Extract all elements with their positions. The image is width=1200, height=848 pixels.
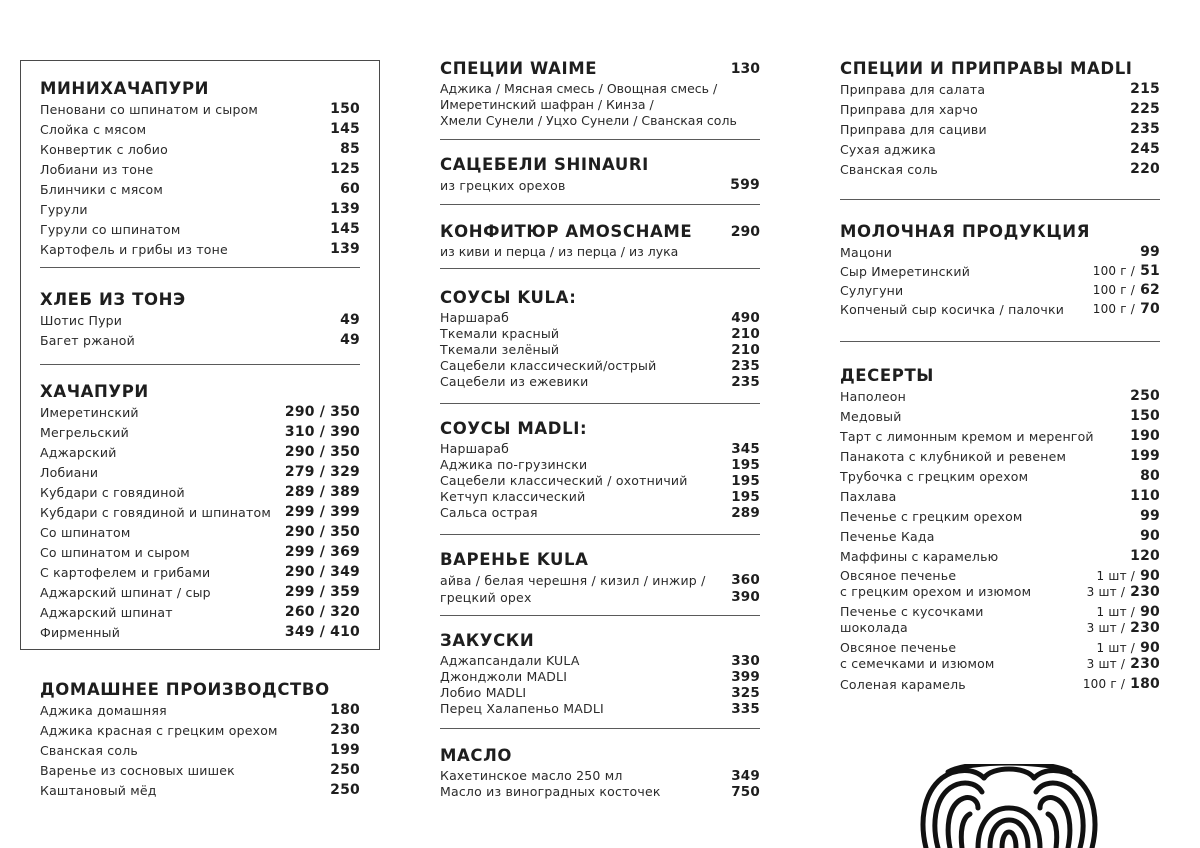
section-desserts (840, 365, 1160, 693)
divider (40, 267, 360, 268)
menu-item: Шотис Пури 49 (40, 312, 360, 328)
spiral-logo-icon (918, 764, 1100, 848)
menu-item: Кетчуп классический 195 (440, 489, 760, 505)
menu-item: Сванская соль 199 (40, 742, 360, 758)
menu-item: Варенье из сосновых шишек 250 (40, 762, 360, 778)
menu-item: Сыр Имеретинский 100 г / 51 (840, 263, 1160, 279)
menu-item: Сацебели классический / охотничий 195 (440, 473, 760, 489)
menu-item: Приправа для сациви 235 (840, 121, 1160, 137)
section-madli-sauces (440, 418, 760, 521)
section-title: СПЕЦИИ И ПРИПРАВЫ MADLI (840, 59, 1133, 78)
menu-item: Аджика по-грузински 195 (440, 457, 760, 473)
section-oil (440, 745, 760, 800)
divider (440, 268, 760, 269)
menu-item: Имеретинский 290 / 350 (40, 404, 360, 420)
divider (440, 615, 760, 616)
menu-item: Мегрельский 310 / 390 (40, 424, 360, 440)
menu-item: Соленая карамель 100 г / 180 (840, 676, 1160, 692)
menu-item: Наполеон 250 (840, 388, 1160, 404)
section-title: КОНФИТЮР AMOSCHAME (440, 222, 693, 241)
menu-item: Мацони 99 (840, 244, 1160, 260)
menu-item: Лобиани 279 / 329 (40, 464, 360, 480)
menu-item: Маффины с карамелью 120 (840, 548, 1160, 564)
menu-item: Ткемали зелёный 210 (440, 342, 760, 358)
menu-item: Со шпинатом 290 / 350 (40, 524, 360, 540)
section-bread (40, 289, 360, 349)
menu-item-multi: Печенье с кусочками шоколада 1 шт / 90 3 шт / 230 (840, 604, 1160, 636)
menu-item: Аджапсандали KULA 330 (440, 653, 760, 669)
menu-item: Панакота с клубникой и ревенем 199 (840, 448, 1160, 464)
section-title: ДЕСЕРТЫ (840, 366, 934, 385)
menu-item: Аджарский шпинат 260 / 320 (40, 604, 360, 620)
menu-item-multi: Овсяное печенье с семечками и изюмом 1 шт / 90 3 шт / 230 (840, 640, 1160, 672)
divider (440, 403, 760, 404)
divider (440, 534, 760, 535)
menu-item: Картофель и грибы из тоне 139 (40, 241, 360, 257)
menu-item: Кахетинское масло 250 мл 349 (440, 768, 760, 784)
menu-item: Перец Халапеньо MADLI 335 (440, 701, 760, 717)
section-dairy (840, 221, 1160, 318)
menu-item: Гурули 139 (40, 201, 360, 217)
divider (840, 199, 1160, 200)
menu-item: Приправа для харчо 225 (840, 101, 1160, 117)
menu-item: Сванская соль 220 (840, 161, 1160, 177)
menu-item: Пахлава 110 (840, 488, 1160, 504)
menu-item: Лобио MADLI 325 (440, 685, 760, 701)
menu-item: Каштановый мёд 250 (40, 782, 360, 798)
menu-item: Сацебели из ежевики 235 (440, 374, 760, 390)
section-title: СПЕЦИИ WAIME (440, 59, 598, 78)
menu-item: Сулугуни 100 г / 62 (840, 282, 1160, 298)
menu-item: Багет ржаной 49 (40, 332, 360, 348)
divider (440, 139, 760, 140)
menu-item: Приправа для салата 215 (840, 81, 1160, 97)
section-title: ДОМАШНЕЕ ПРОИЗВОДСТВО (40, 680, 330, 699)
menu-item: Аджарский 290 / 350 (40, 444, 360, 460)
menu-item: Аджарский шпинат / сыр 299 / 359 (40, 584, 360, 600)
section-title: САЦЕБЕЛИ SHINAURI (440, 155, 649, 174)
section-minikhachapuri (40, 78, 360, 258)
section-shinauri (440, 154, 760, 194)
section-madli-spices (840, 58, 1160, 178)
menu-item: из грецких орехов 599 (440, 177, 760, 193)
divider (40, 364, 360, 365)
divider (440, 204, 760, 205)
menu-item: Фирменный 349 / 410 (40, 624, 360, 640)
menu-item: Конвертик с лобио 85 (40, 141, 360, 157)
section-title: СОУСЫ MADLI: (440, 419, 588, 438)
section-snacks (440, 630, 760, 717)
menu-item: Слойка с мясом 145 (40, 121, 360, 137)
menu-item: Копченый сыр косичка / палочки 100 г / 70 (840, 301, 1160, 317)
section-price: 290 (730, 224, 760, 240)
menu-item: Блинчики с мясом 60 (40, 181, 360, 197)
menu-item: Тарт с лимонным кремом и меренгой 190 (840, 428, 1160, 444)
menu-item: Печенье Када 90 (840, 528, 1160, 544)
section-title: МИНИХАЧАПУРИ (40, 79, 210, 98)
menu-item: айва / белая черешня / кизил / инжир / грецкий орех 360 390 (440, 572, 760, 605)
menu-item: Кубдари с говядиной 289 / 389 (40, 484, 360, 500)
menu-item: Лобиани из тоне 125 (40, 161, 360, 177)
menu-item: Масло из виноградных косточек 750 (440, 784, 760, 800)
section-homemade (40, 679, 360, 799)
menu-item: Пеновани со шпинатом и сыром 150 (40, 101, 360, 117)
menu-item: С картофелем и грибами 290 / 349 (40, 564, 360, 580)
section-price: 130 (730, 61, 760, 77)
section-kula-sauces (440, 287, 760, 390)
menu-item-multi: Овсяное печенье с грецким орехом и изюмом 1 шт / 90 3 шт / 230 (840, 568, 1160, 600)
menu-item: Джонджоли MADLI 399 (440, 669, 760, 685)
divider (840, 341, 1160, 342)
menu-item: Со шпинатом и сыром 299 / 369 (40, 544, 360, 560)
section-title: МОЛОЧНАЯ ПРОДУКЦИЯ (840, 222, 1090, 241)
menu-item: Аджика домашняя 180 (40, 702, 360, 718)
menu-item: Медовый 150 (840, 408, 1160, 424)
section-description: из киви и перца / из перца / из лука (440, 244, 679, 259)
menu-item: Ткемали красный 210 (440, 326, 760, 342)
menu-item: Аджика красная с грецким орехом 230 (40, 722, 360, 738)
section-title: СОУСЫ KULA: (440, 288, 577, 307)
section-title: МАСЛО (440, 746, 513, 765)
divider (440, 728, 760, 729)
menu-item: Печенье с грецким орехом 99 (840, 508, 1160, 524)
menu-item: Кубдари с говядиной и шпинатом 299 / 399 (40, 504, 360, 520)
menu-item: Сальса острая 289 (440, 505, 760, 521)
menu-item: Наршараб 490 (440, 310, 760, 326)
section-title: ЗАКУСКИ (440, 631, 535, 650)
section-description: Аджика / Мясная смесь / Овощная смесь / Имеретинский шафран / Кинза / Хмели Сунели / Уцхо Сунели / Сванская соль (440, 81, 737, 128)
section-title: ХАЧАПУРИ (40, 382, 149, 401)
menu-item: Сацебели классический/острый 235 (440, 358, 760, 374)
section-title: ХЛЕБ ИЗ ТОНЭ (40, 290, 186, 309)
section-amoschame (440, 221, 760, 260)
menu-item: Наршараб 345 (440, 441, 760, 457)
section-jam (440, 549, 760, 606)
menu-item: Сухая аджика 245 (840, 141, 1160, 157)
menu-item: Трубочка с грецким орехом 80 (840, 468, 1160, 484)
section-title: ВАРЕНЬЕ KULA (440, 550, 589, 569)
section-waime (440, 58, 760, 129)
section-khachapuri (40, 381, 360, 641)
menu-item: Гурули со шпинатом 145 (40, 221, 360, 237)
